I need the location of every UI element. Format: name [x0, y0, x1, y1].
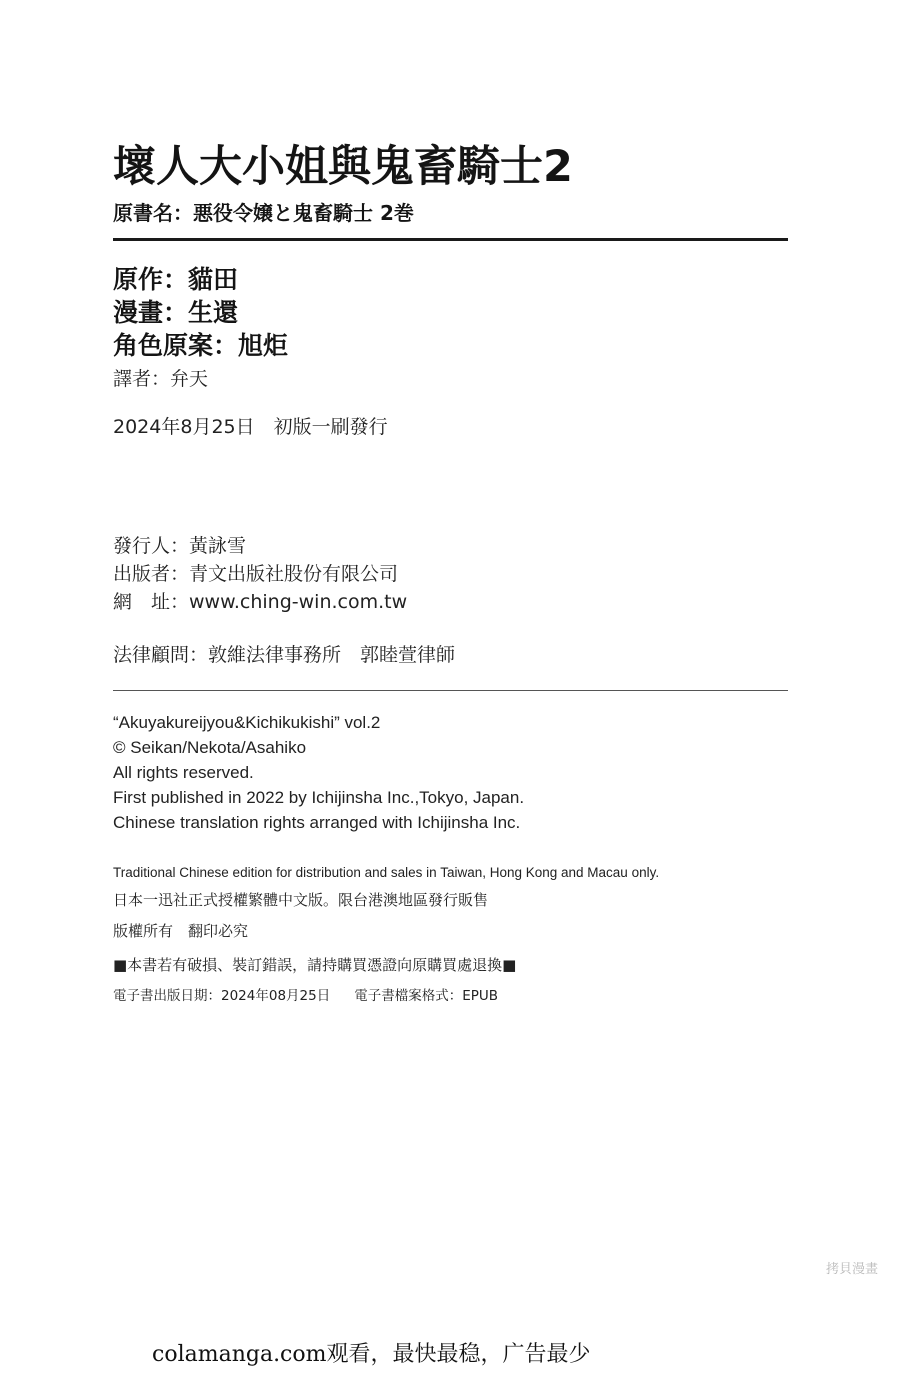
- copyright-line: © Seikan/Nekota/Asahiko: [113, 738, 307, 757]
- translation-rights-line: Chinese translation rights arranged with Ichijinsha Inc.: [113, 813, 521, 832]
- book-title: 壞人大小姐與鬼畜騎士2: [113, 142, 573, 192]
- publish-date: 2024年8月25日 初版一刷發行: [113, 416, 388, 438]
- return-notice: ■本書若有破損、裝訂錯誤，請持購買憑證向原購買處退換■: [113, 956, 517, 974]
- section-divider: [113, 690, 788, 691]
- website: 網 址：www.ching-win.com.tw: [113, 591, 408, 613]
- ebook-format: 電子書檔案格式：EPUB: [354, 988, 499, 1004]
- site-watermark: 拷貝漫畫: [826, 1262, 879, 1277]
- issuer: 發行人：黃詠雪: [113, 535, 247, 557]
- english-title-line: “Akuyakureijyou&Kichikukishi” vol.2: [113, 713, 381, 732]
- distribution-english: Traditional Chinese edition for distribution and sales in Taiwan, Hong Kong and Macau only.: [113, 865, 660, 880]
- title-divider: [113, 238, 788, 241]
- credit-manga: 漫畫：生還: [113, 298, 239, 327]
- credit-character-design: 角色原案：旭炬: [113, 331, 289, 360]
- credit-translator: 譯者：弁天: [113, 368, 209, 390]
- footer-banner: colamanga.com观看，最快最稳，广告最少: [152, 1342, 591, 1367]
- original-title: 原書名：悪役令嬢と鬼畜騎士 2巻: [113, 201, 414, 225]
- first-published-line: First published in 2022 by Ichijinsha Inc.,Tokyo, Japan.: [113, 788, 525, 807]
- rights-reserved-line: All rights reserved.: [113, 763, 254, 782]
- distribution-chinese: 日本一迅社正式授權繁體中文版。限台港澳地區發行販售: [113, 891, 489, 909]
- legal-advisor: 法律顧問：敦維法律事務所 郭睦萱律師: [113, 644, 456, 666]
- ebook-date: 電子書出版日期：2024年08月25日: [113, 988, 331, 1004]
- ebook-info: [113, 984, 498, 1004]
- publisher: 出版者：青文出版社股份有限公司: [113, 563, 399, 585]
- rights-statement: 版權所有 翻印必究: [113, 922, 249, 940]
- credit-original-work: 原作：貓田: [113, 265, 239, 294]
